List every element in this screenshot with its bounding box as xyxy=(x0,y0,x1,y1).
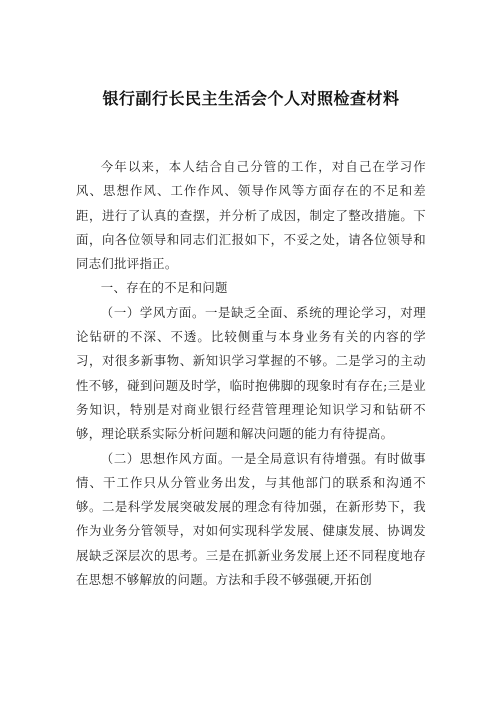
document-title: 银行副行长民主生活会个人对照检查材料 xyxy=(102,89,400,108)
study-style-paragraph: （一）学风方面。一是缺乏全面、系统的理论学习，对理论钻研的不深、不透。比较侧重与本身业务有关的内容的学习，对很多新事物、新知识学习掌握的不够。二是学习的主动性不够，碰到问题及时学，临时抱佛脚的现象时有存在;三是业务知识，特别是对商业银行经营管理理论知识学习和钻研不够，理论联系实际分析问题和解决问题的能力有待提高。 xyxy=(76,304,426,442)
thinking-style-paragraph: （二）思想作风方面。一是全局意识有待增强。有时做事情、干工作只从分管业务出发，与其他部门的联系和沟通不够。二是科学发展突破发展的理念有待加强，在新形势下，我作为业务分管领导，对如何实现科学发展、健康发展、协调发展缺乏深层次的思考。三是在抓新业务发展上还不同程度地存在思想不够解放的问题。方法和手段不够强硬,开拓创 xyxy=(76,450,426,588)
intro-paragraph: 今年以来，本人结合自己分管的工作，对自己在学习作风、思想作风、工作作风、领导作风等方面存在的不足和差距，进行了认真的查摆，并分析了成因，制定了整改措施。下面，向各位领导和同志们汇报如下，不妥之处，请各位领导和同志们批评指正。 xyxy=(76,159,426,272)
document-body xyxy=(76,155,426,592)
section-heading: 一、存在的不足和问题 xyxy=(100,280,228,296)
